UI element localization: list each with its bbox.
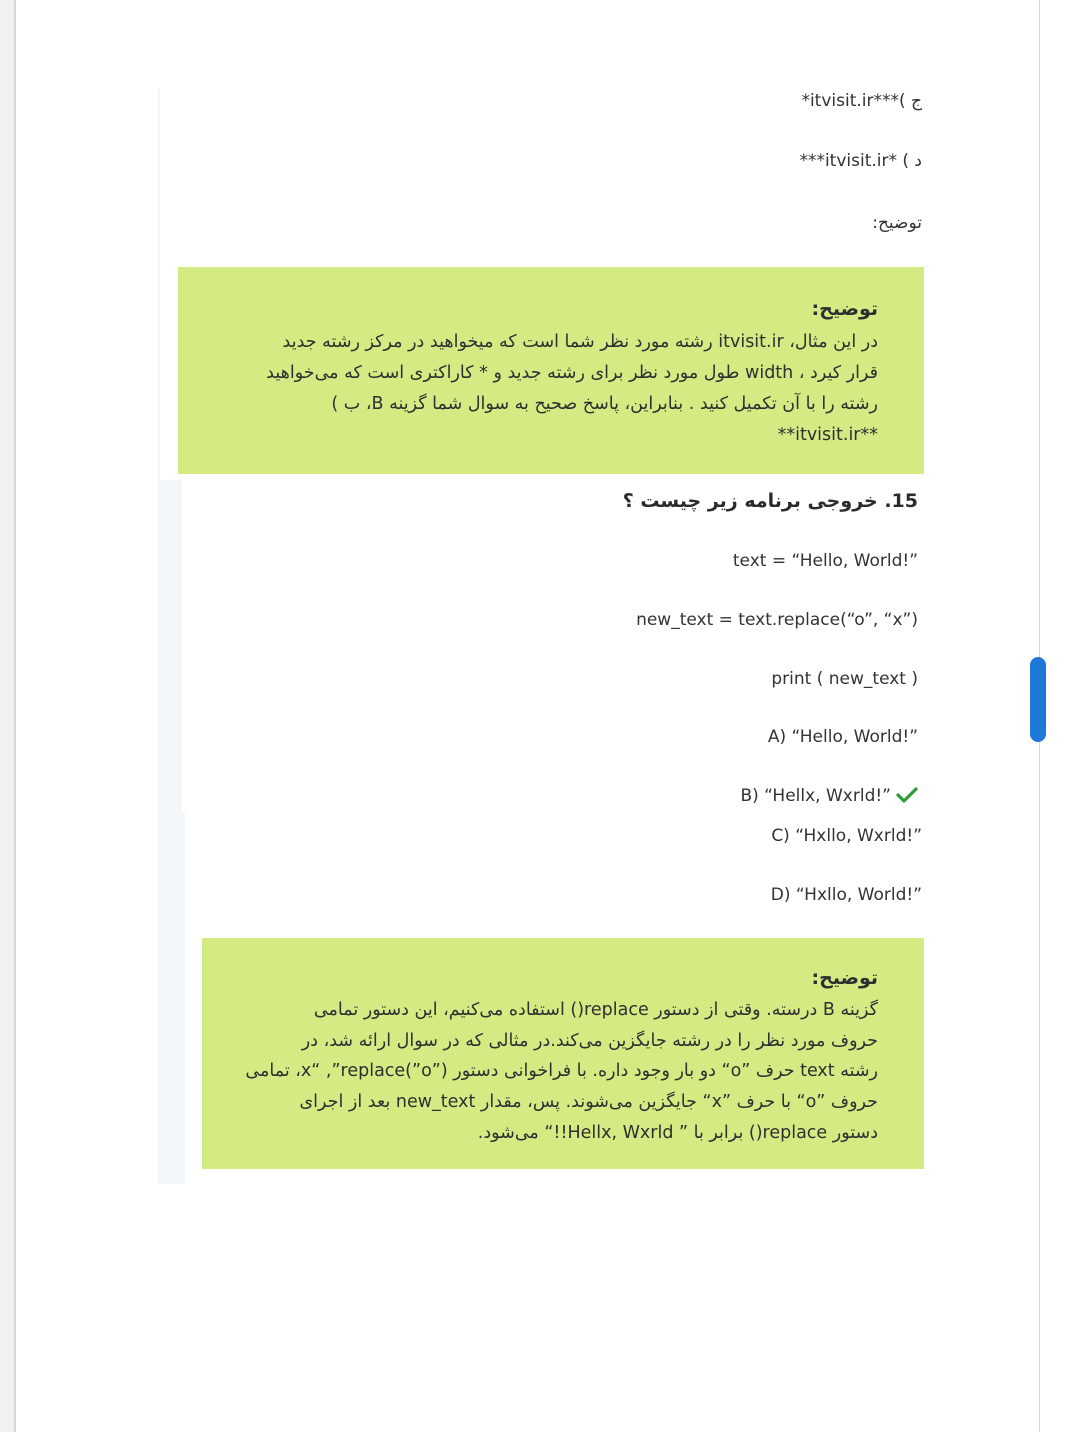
option-c: C) “Hxllo, Wxrld!” [771, 826, 922, 846]
note-line: در این مثال، itvisit.ir رشته مورد نظر شما است که میخواهید در مرکز رشته جدید [282, 332, 878, 352]
page-gutter [158, 812, 185, 1184]
note-line: **itvisit.ir** [777, 425, 878, 445]
option-b: B) “Hellx, Wxrld!” [740, 786, 891, 806]
code-line: print ( new_text ) [771, 669, 918, 689]
code-line: new_text = text.replace(“o”, “x”) [636, 610, 918, 630]
explanation-note [178, 267, 924, 474]
scrollbar-track [1040, 0, 1080, 1432]
option-d: د ) *itvisit.ir*** [799, 151, 922, 171]
explanation-label: توضیح: [872, 213, 922, 233]
check-icon [896, 786, 918, 804]
option-c: ج )***itvisit.ir* [801, 91, 922, 111]
document-page [14, 0, 1040, 1432]
note-line: دستور replace() برابر با ” Hellx, Wxrld!!“ می‌شود. [477, 1123, 878, 1143]
code-line: text = “Hello, World!” [732, 551, 918, 571]
note-title: توضیح: [811, 967, 878, 989]
note-line: گزینه B درسته. وقتی از دستور replace() استفاده می‌کنیم، این دستور تمامی [313, 1000, 878, 1020]
option-d: D) “Hxllo, World!” [770, 885, 922, 905]
page-gutter [158, 480, 182, 812]
note-line: حروف مورد نظر را در رشته جایگزین می‌کند.در مثالی که در سوال ارائه شد، در [301, 1031, 878, 1051]
note-line: رشته text حرف ”o“ دو بار وجود داره. با فراخوانی دستور (”x“ ,”replace(”o، تمامی [245, 1061, 878, 1081]
scrollbar-thumb[interactable] [1030, 657, 1046, 742]
page-gutter [158, 88, 160, 480]
question-title: 15. خروجی برنامه زیر چیست ؟ [622, 490, 918, 512]
option-a: A) “Hello, World!” [767, 727, 918, 747]
note-line: قرار کیرد ، width طول مورد نظر برای رشته جدید و * کاراکتری است که می‌خواهید [266, 363, 878, 383]
note-line: رشته را با آن تکمیل کنید . بنابراین، پاسخ صحیح به سوال شما گزینه B، ب ) [331, 394, 878, 414]
explanation-note [202, 938, 924, 1169]
note-line: حروف ”o“ با حرف ”x“ جایگزین می‌شوند. پس، مقدار new_text بعد از اجرای [299, 1092, 878, 1112]
note-title: توضیح: [811, 298, 878, 320]
